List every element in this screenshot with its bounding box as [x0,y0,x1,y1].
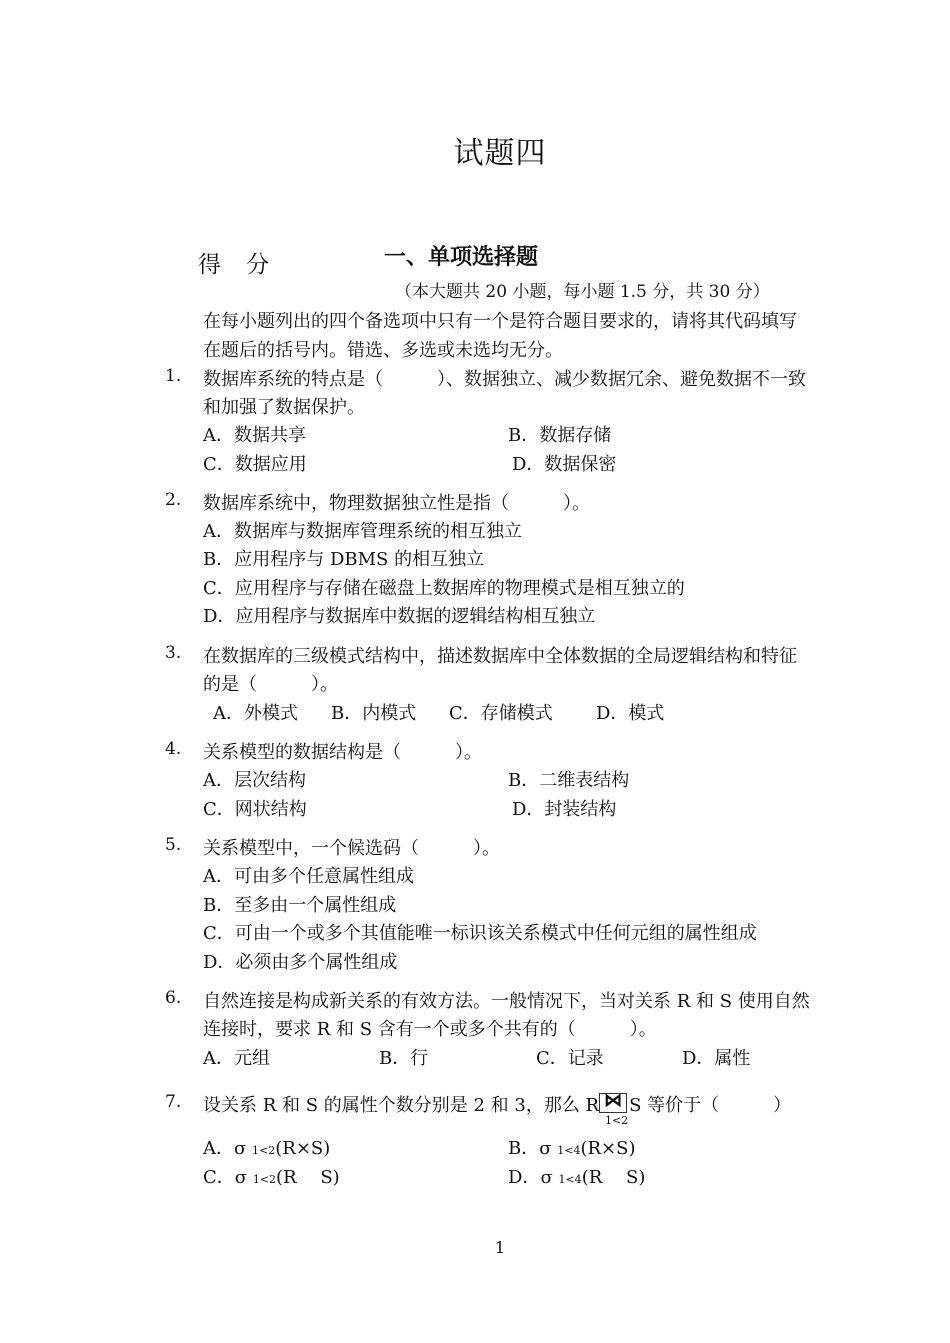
join-condition: 1<2 [605,1114,629,1127]
question-text: 数据库系统中，物理数据独立性是指（ ）。 [203,493,590,514]
option-a [203,1134,330,1160]
section-intro-line: 在每小题列出的四个备选项中只有一个是符合题目要求的，请将其代码填写 [203,311,797,332]
question-text: 关系模型的数据结构是（ ）。 [203,742,482,763]
option-b: B．数据存储 [508,425,612,446]
question-text: 数据库系统的特点是（ ）、数据独立、减少数据冗余、避免数据不一致 [203,369,806,390]
option-c: C．记录 [536,1048,604,1069]
sigma-symbol: σ [540,1167,553,1188]
option-d: D．属性 [682,1048,751,1069]
sigma-symbol: σ [234,1167,248,1188]
option-d: D．应用程序与数据库中数据的逻辑结构相互独立 [203,606,596,627]
option-a: A．层次结构 [203,770,306,791]
question-number: 1. [165,366,182,386]
selection-condition: 1<4 [558,1173,582,1186]
question-text: 的是（ ）。 [203,674,338,695]
option-label: A． [203,1138,234,1159]
option-a: A．可由多个任意属性组成 [203,866,414,887]
question-number: 6. [165,988,182,1008]
option-label: D． [508,1167,541,1188]
question-text-before: 设关系 R 和 S 的属性个数分别是 2 和 3，那么 R [203,1095,600,1116]
option-b [508,1134,636,1160]
question-number: 2. [165,490,182,510]
option-b: B．二维表结构 [508,770,630,791]
option-c: C．应用程序与存储在磁盘上数据库的物理模式是相互独立的 [203,578,685,599]
option-c: C．网状结构 [203,799,307,820]
option-b: B．应用程序与 DBMS 的相互独立 [203,549,485,570]
question-text [203,1091,791,1117]
section-note: （本大题共 20 小题，每小题 1.5 分，共 30 分） [395,282,770,302]
question-number: 7. [165,1092,182,1112]
page-number: 1 [494,1238,506,1257]
option-b: B．内模式 [331,703,417,724]
natural-join-icon: ⋈ [599,1093,627,1113]
option-d: D．封装结构 [512,799,617,820]
selection-condition: 1<2 [252,1144,276,1157]
question-text-after: S 等价于（ ） [629,1095,792,1116]
option-expression: (R S) [581,1167,646,1188]
question-number: 3. [165,643,182,663]
option-b: B．行 [379,1048,429,1069]
option-expression: (R×S) [275,1138,331,1159]
page-title: 试题四 [453,136,547,171]
question-text: 在数据库的三级模式结构中，描述数据库中全体数据的全局逻辑结构和特征 [203,646,797,667]
option-expression: (R×S) [580,1138,636,1159]
selection-condition: 1<4 [557,1144,581,1157]
selection-condition: 1<2 [252,1173,277,1186]
question-text: 连接时，要求 R 和 S 含有一个或多个共有的（ ）。 [203,1019,657,1040]
question-number: 5. [165,835,182,855]
section-intro-line: 在题后的括号内。错选、多选或未选均无分。 [203,340,563,361]
option-label: C． [203,1167,235,1188]
option-a: A．元组 [203,1048,270,1069]
question-number: 4. [165,739,182,759]
sigma-symbol: σ [539,1138,552,1159]
option-d: D．必须由多个属性组成 [203,952,398,973]
option-c: C．可由一个或多个其值能唯一标识该关系模式中任何元组的属性组成 [203,923,757,944]
option-c: C．存储模式 [449,703,553,724]
question-text: 关系模型中，一个候选码（ ）。 [203,838,500,859]
option-c [203,1163,340,1189]
score-label: 得 分 [198,252,270,278]
option-b: B．至多由一个属性组成 [203,895,397,916]
question-text: 和加强了数据保护。 [203,397,365,418]
section-title: 一、单项选择题 [384,245,539,270]
option-expression: (R S) [276,1167,340,1188]
question-text: 自然连接是构成新关系的有效方法。一般情况下，当对关系 R 和 S 使用自然 [203,991,810,1012]
option-d: D．模式 [596,703,665,724]
option-c: C．数据应用 [203,454,307,475]
option-a: A．数据库与数据库管理系统的相互独立 [203,521,522,542]
sigma-symbol: σ [234,1138,247,1159]
option-a: A．外模式 [213,703,298,724]
option-label: B． [508,1138,540,1159]
option-a: A．数据共享 [203,425,306,446]
option-d [508,1163,645,1189]
option-d: D．数据保密 [512,454,617,475]
